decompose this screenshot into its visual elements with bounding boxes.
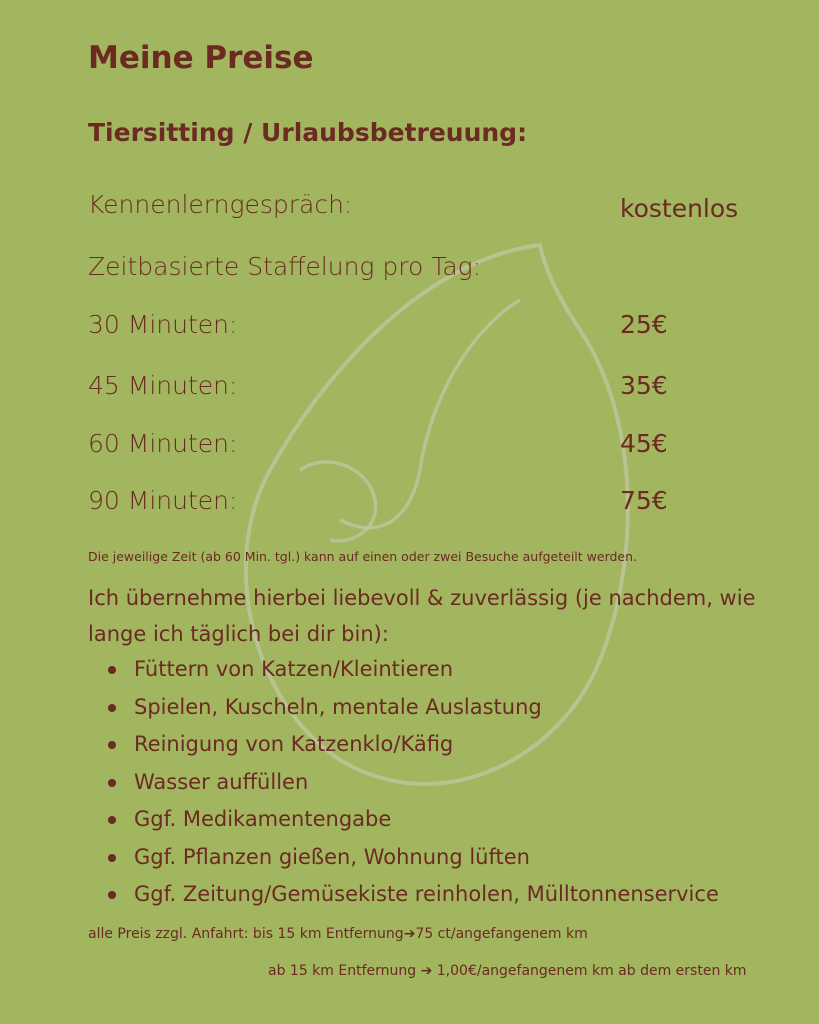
bullet-icon	[108, 854, 116, 862]
list-item: Reinigung von Katzenklo/Käfig	[104, 726, 719, 764]
tier-price: 35€	[620, 371, 668, 400]
intro-value: kostenlos	[620, 194, 739, 223]
bullet-icon	[108, 779, 116, 787]
travel-fee-line-1: alle Preis zzgl. Anfahrt: bis 15 km Entfernung➔75 ct/angefangenem km	[88, 926, 588, 942]
bullet-icon	[108, 666, 116, 674]
list-item: Ggf. Pflanzen gießen, Wohnung lüften	[104, 839, 719, 877]
tier-label: 45 Minuten:	[88, 371, 238, 400]
services-list	[104, 651, 719, 914]
tier-label: 90 Minuten:	[88, 486, 238, 515]
bullet-icon	[108, 816, 116, 824]
intro-label: Kennenlerngespräch:	[88, 190, 353, 219]
right-arrow-icon: ➔	[403, 926, 416, 942]
tier-label: 60 Minuten:	[88, 429, 238, 458]
right-arrow-icon: ➔	[420, 963, 433, 979]
list-item: Wasser auffüllen	[104, 764, 719, 802]
list-item: Ggf. Medikamentengabe	[104, 801, 719, 839]
bullet-icon	[108, 704, 116, 712]
tier-price: 75€	[620, 486, 668, 515]
list-item: Füttern von Katzen/Kleintieren	[104, 651, 719, 689]
list-item: Ggf. Zeitung/Gemüsekiste reinholen, Mülltonnenservice	[104, 876, 719, 914]
tier-heading: Zeitbasierte Staffelung pro Tag:	[88, 252, 482, 281]
tier-label: 30 Minuten:	[88, 310, 238, 339]
services-intro: Ich übernehme hierbei liebevoll & zuverlässig (je nachdem, wie lange ich täglich bei dir bin):	[88, 586, 756, 646]
time-split-note: Die jeweilige Zeit (ab 60 Min. tgl.) kann auf einen oder zwei Besuche aufgeteilt werden.	[88, 549, 638, 564]
bullet-icon	[108, 891, 116, 899]
travel-fee-line-2: ab 15 km Entfernung ➔ 1,00€/angefangenem km ab dem ersten km	[268, 963, 747, 979]
section-subtitle: Tiersitting / Urlaubsbetreuung:	[88, 118, 528, 147]
tier-price: 45€	[620, 429, 668, 458]
bullet-icon	[108, 741, 116, 749]
list-item: Spielen, Kuscheln, mentale Auslastung	[104, 689, 719, 727]
tier-price: 25€	[620, 310, 668, 339]
page-title: Meine Preise	[88, 40, 314, 76]
